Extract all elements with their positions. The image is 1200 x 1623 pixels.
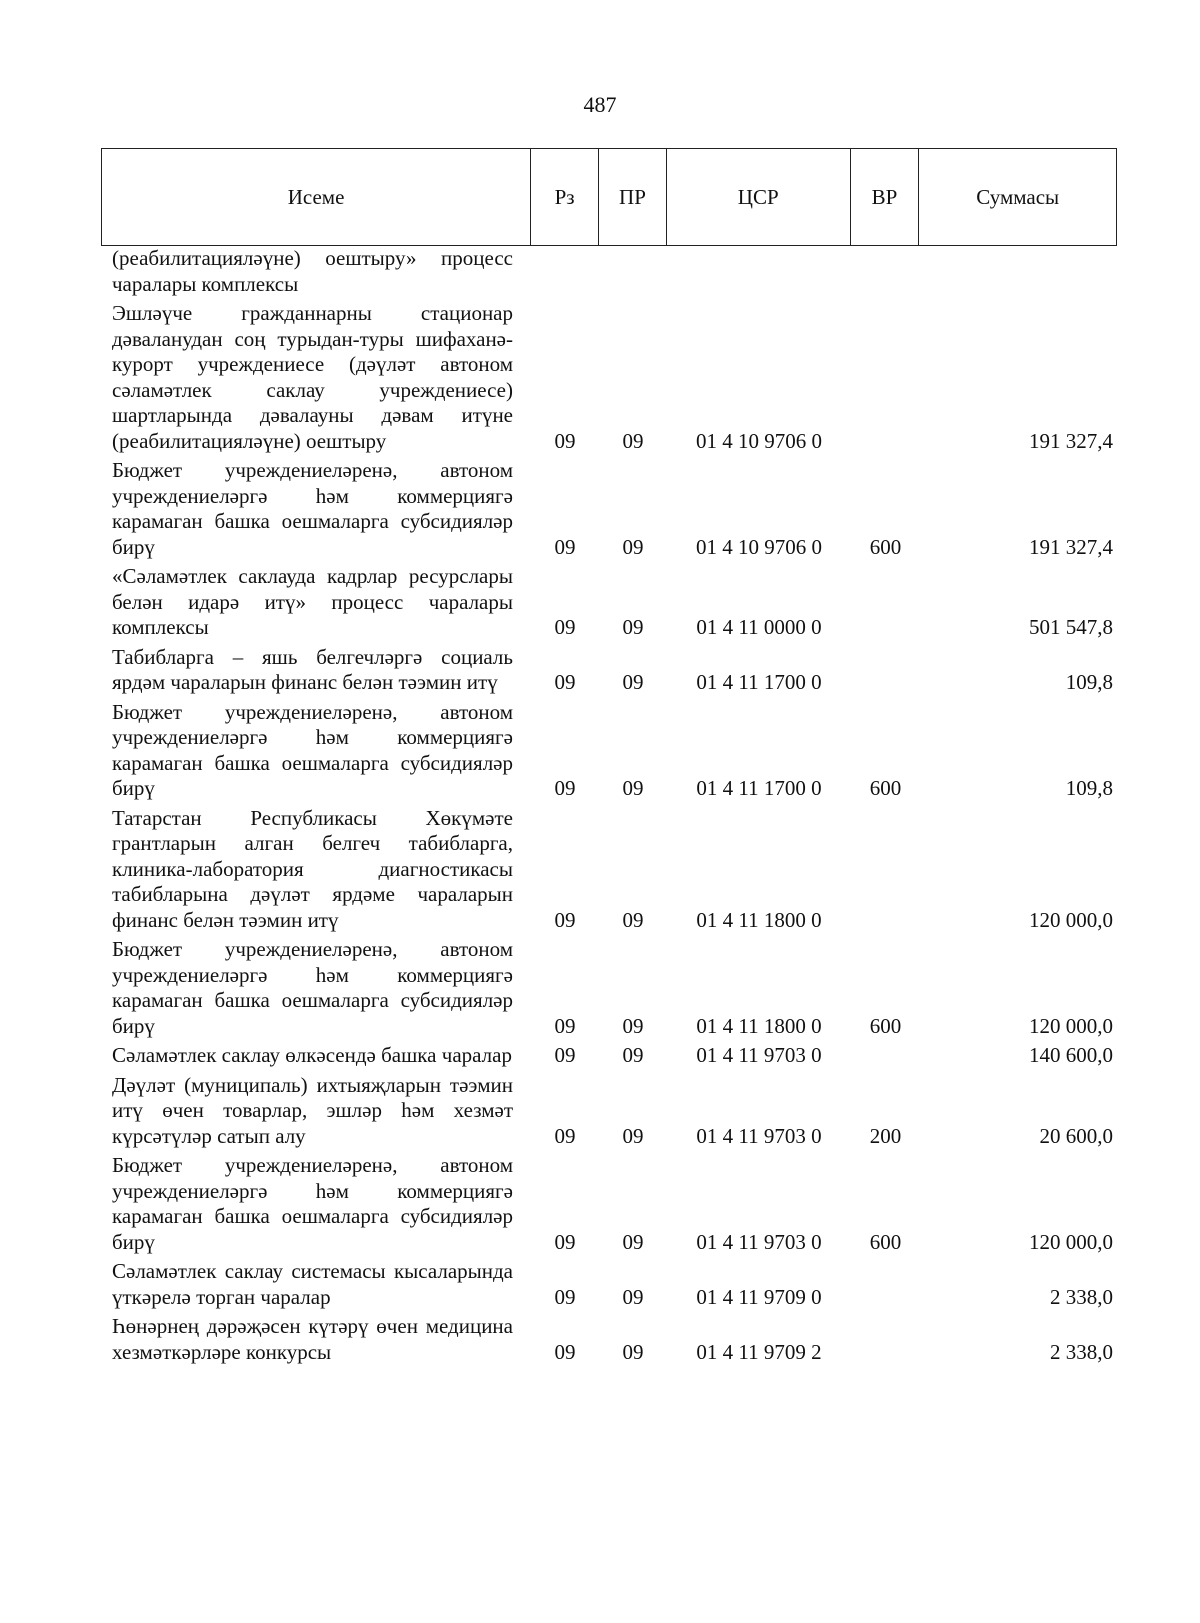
row-name: Бюджет учреждениеләренә, автоном учреждениеләргә һәм коммерциягә карамаган башка оешмаларга субсидияләр бирү <box>112 699 513 800</box>
row-csr: 01 4 11 9709 2 <box>696 1339 822 1364</box>
table-row <box>101 1153 1117 1255</box>
row-csr: 01 4 11 1800 0 <box>696 1013 822 1038</box>
row-pr: 09 <box>622 670 644 694</box>
row-pr: 09 <box>622 1229 644 1254</box>
table-row <box>101 1314 1117 1365</box>
row-sum: 2 338,0 <box>1050 1339 1113 1364</box>
row-vr: 600 <box>869 1013 902 1038</box>
row-rz: 09 <box>554 1043 576 1067</box>
row-pr: 09 <box>622 907 644 932</box>
row-vr: 200 <box>869 1123 902 1148</box>
row-pr: 09 <box>622 1339 644 1364</box>
table-row <box>101 645 1117 696</box>
row-vr: 600 <box>869 534 902 559</box>
row-csr: 01 4 10 9706 0 <box>696 428 822 453</box>
row-name: Сәламәтлек саклау системасы кысаларында үткәрелә торган чаралар <box>112 1259 513 1309</box>
row-rz: 09 <box>554 534 576 559</box>
row-pr: 09 <box>622 1123 644 1148</box>
row-rz: 09 <box>554 1339 576 1364</box>
row-name: Татарстан Республикасы Хөкүмәте грантларын алган белгеч табибларга, клиника-лаборатория диагностикасы табибларына дәүләт ярдәме чараларын финанс белән тәэмин итү <box>112 805 513 932</box>
row-sum: 140 600,0 <box>1029 1043 1113 1067</box>
row-csr: 01 4 11 1800 0 <box>696 907 822 932</box>
row-csr: 01 4 11 9709 0 <box>696 1284 822 1309</box>
row-pr: 09 <box>622 428 644 453</box>
row-name: Һөнәрнең дәрәҗәсен күтәрү өчен медицина хезмәткәрләре конкурсы <box>112 1314 513 1364</box>
table-row <box>101 564 1117 641</box>
row-sum: 501 547,8 <box>1029 615 1113 639</box>
row-name: Сәламәтлек саклау өлкәсендә башка чаралар <box>112 1043 512 1067</box>
row-pr: 09 <box>622 776 644 800</box>
row-sum: 2 338,0 <box>1050 1284 1113 1309</box>
table-row <box>101 1259 1117 1310</box>
row-name: Бюджет учреждениеләренә, автоном учреждениеләргә һәм коммерциягә карамаган башка оешмаларга субсидияләр бирү <box>112 1153 513 1254</box>
row-csr: 01 4 11 9703 0 <box>696 1123 822 1148</box>
table-row <box>101 700 1117 802</box>
row-sum: 120 000,0 <box>1029 1013 1113 1038</box>
row-rz: 09 <box>554 1284 576 1309</box>
row-rz: 09 <box>554 615 576 639</box>
table-row <box>101 1073 1117 1150</box>
row-csr: 01 4 11 1700 0 <box>696 776 822 800</box>
header-csr: ЦСР <box>667 149 851 245</box>
table-row <box>101 1043 1117 1069</box>
row-sum: 191 327,4 <box>1029 428 1113 453</box>
row-name: Эшләүче гражданнарны стационар дәваланудан соң турыдан-туры шифаханә-курорт учреждениесе (дәүләт автоном сәламәтлек саклау учреждениесе) шартларында дәвалауны дәвам итүне (реабилитацияләүне) оештыру <box>112 301 513 453</box>
header-sum: Суммасы <box>976 184 1060 209</box>
row-csr: 01 4 11 1700 0 <box>696 670 822 694</box>
row-rz: 09 <box>554 907 576 932</box>
row-rz: 09 <box>554 1013 576 1038</box>
row-name: Бюджет учреждениеләренә, автоном учреждениеләргә һәм коммерциягә карамаган башка оешмаларга субсидияләр бирү <box>112 937 513 1038</box>
row-csr: 01 4 11 9703 0 <box>696 1229 822 1254</box>
row-name: Дәүләт (муниципаль) ихтыяҗларын тәэмин итү өчен товарлар, эшләр һәм хезмәт күрсәтүләр сатып алу <box>112 1072 513 1148</box>
row-sum: 120 000,0 <box>1029 1229 1113 1254</box>
row-pr: 09 <box>622 534 644 559</box>
row-sum: 109,8 <box>1065 776 1113 800</box>
row-pr: 09 <box>622 1284 644 1309</box>
table-row <box>101 458 1117 560</box>
row-sum: 109,8 <box>1065 670 1113 694</box>
row-rz: 09 <box>554 1123 576 1148</box>
row-vr: 600 <box>869 1229 902 1254</box>
row-name: Бюджет учреждениеләренә, автоном учреждениеләргә һәм коммерциягә карамаган башка оешмаларга субсидияләр бирү <box>112 458 513 559</box>
header-name: Исеме <box>102 149 531 245</box>
header-rz: Рз <box>531 149 599 245</box>
row-sum: 20 600,0 <box>1039 1123 1113 1148</box>
header-pr: ПР <box>599 149 667 245</box>
row-rz: 09 <box>554 428 576 453</box>
row-pr: 09 <box>622 1013 644 1038</box>
row-csr: 01 4 11 0000 0 <box>696 615 822 639</box>
header-vr: ВР <box>851 149 920 245</box>
row-csr: 01 4 10 9706 0 <box>696 534 822 559</box>
row-vr: 600 <box>869 776 902 800</box>
row-sum: 120 000,0 <box>1029 907 1113 932</box>
row-sum: 191 327,4 <box>1029 534 1113 559</box>
row-name: «Сәламәтлек саклауда кадрлар ресурслары белән идарә итү» процесс чаралары комплексы <box>112 564 513 639</box>
table-row <box>101 301 1117 454</box>
table-row <box>101 246 1117 297</box>
row-rz: 09 <box>554 1229 576 1254</box>
table-header <box>101 148 1117 246</box>
row-pr: 09 <box>622 1043 644 1067</box>
row-csr: 01 4 11 9703 0 <box>696 1043 822 1067</box>
row-rz: 09 <box>554 776 576 800</box>
row-pr: 09 <box>622 615 644 639</box>
page-number: 487 <box>583 92 617 117</box>
budget-table-body <box>101 246 1117 1369</box>
row-name: (реабилитацияләүне) оештыру» процесс чаралары комплексы <box>112 246 513 296</box>
row-rz: 09 <box>554 670 576 694</box>
table-row <box>101 937 1117 1039</box>
table-row <box>101 806 1117 934</box>
row-name: Табибларга – яшь белгечләргә социаль ярдәм чараларын финанс белән тәэмин итү <box>112 644 513 694</box>
